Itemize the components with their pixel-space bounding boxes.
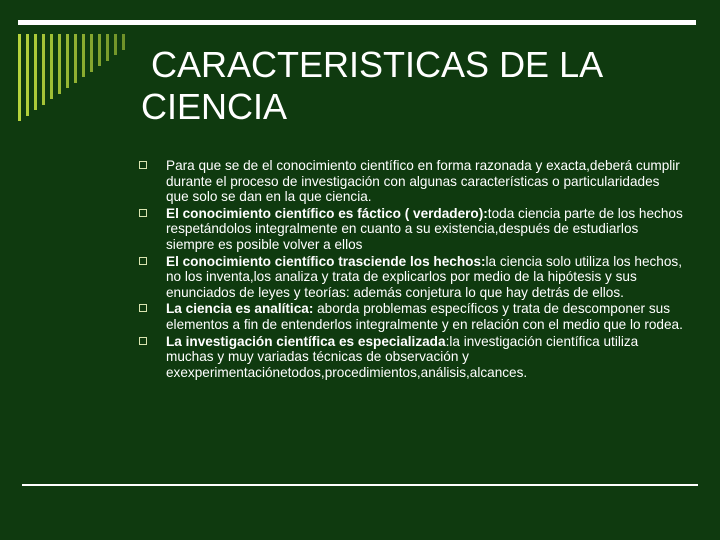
bullet-text: Para que se de el conocimiento científico en forma razonada y exacta,deberá cumplir durante el proceso de investigación con algunas características o particularidades que solo se dan en la que ciencia.: [166, 158, 680, 205]
stripe-bar: [74, 34, 77, 83]
list-item: [144, 206, 684, 253]
slide-title: CARACTERISTICAS DE LA CIENCIA: [141, 44, 612, 127]
bullet-lead: El conocimiento científico es fáctico ( verdadero):: [166, 205, 488, 221]
square-bullet-icon: [139, 337, 147, 345]
bullet-text: toda ciencia parte de los hechos respetándolos integralmente en cuanto a su existencia,después de estudiarlos siempre es posible volver a ellos: [166, 205, 683, 252]
square-bullet-icon: [139, 161, 147, 169]
bullet-lead: La investigación científica es especializada: [166, 333, 446, 349]
stripe-bar: [50, 34, 53, 99]
stripe-bar: [98, 34, 101, 66]
stripe-bar: [34, 34, 37, 110]
list-item: [144, 254, 684, 301]
stripe-bar: [106, 34, 109, 61]
stripe-bar: [122, 34, 125, 50]
stripe-bar: [90, 34, 93, 72]
list-item: [144, 301, 684, 332]
stripe-bar: [26, 34, 29, 116]
stripe-bar: [114, 34, 117, 55]
bottom-rule: [22, 484, 698, 486]
top-rule: [18, 20, 696, 25]
bullet-text: aborda problemas específicos y trata de descomponer sus elementos a fin de entenderlos integralmente y en relación con el medio que lo rodea.: [166, 301, 683, 332]
bullet-lead: El conocimiento científico trasciende los hechos:: [166, 253, 486, 269]
list-item: [144, 334, 684, 381]
square-bullet-icon: [139, 257, 147, 265]
bullet-text: la ciencia solo utiliza los hechos, no los inventa,los analiza y trata de explicarlos por medio de la hipótesis y sus enunciados de leyes y teorías: además conjetura lo que hay detrás de ellos.: [166, 253, 682, 300]
square-bullet-icon: [139, 209, 147, 217]
square-bullet-icon: [139, 304, 147, 312]
list-item: [144, 158, 684, 205]
stripe-bar: [66, 34, 69, 88]
stripe-bar: [82, 34, 85, 77]
stripe-bar: [58, 34, 61, 94]
bullet-list: [144, 158, 684, 381]
bullet-text: :la investigación científica utiliza muchas y muy variadas técnicas de observación y exexperimentaciónetodos,procedimientos,análisis,alcances.: [166, 333, 639, 380]
bullet-lead: La ciencia es analítica:: [166, 301, 314, 317]
stripe-bar: [18, 34, 21, 121]
stripe-bar: [42, 34, 45, 105]
